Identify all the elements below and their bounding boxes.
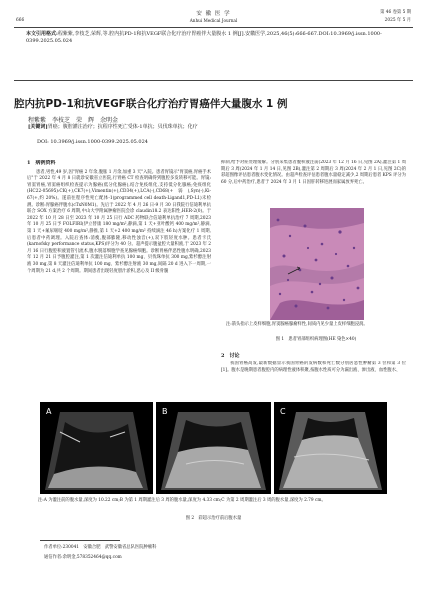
case-paragraph: 患者,男性,49 岁,因"胃癌 2 年余,腹胀 1 月余,加重 3 天"入院。患者胃镜示"胃窦癌,胃癌手术后"于 2022 年 4 月 8 日就诊安徽省立医院,行胃癌 CT 检查明确得到腹腔多发转移可能。胃镜:胃窦胃癌,胃窦癌组织检查提示为腺癌(低分化腺癌),结合免疫组化,支持低分化腺癌;免疫组化(HC22-05695):CK(+),CK7(+),Vimentin(+),CD34(+),LCA(-),CD68(+弱),Syn(-),Ki-67(+,约 20%)。遂前往程序性死亡配体-1(programmed cell death-Ligand1,PD-L1)未检测。诊断:胃腺癌伴腹水(cTxN0M1)。先后于 2022 年 4 月 26 日-9 月 30 日我院行信迪利单抗联合 SOX 方案治疗 6 周期,中山大学附属肿瘤医院会诊 claudin18.2 表达阳性,HER-2(0)。于 2022 年 10 月 28 日至 2023 年 10 月 25 日行 ADC 药物联合信迪利单抗治疗 7 周期,2023 年 10 月 25 日予 FOLFIRI(伊立替康 180 mg/m²,静滴,第 1 天+亚叶酸钙 400 mg/m²,静滴,第 1 天+氟尿嘧啶 400 mg/m²,静推,第 1 天+2 400 mg/m² 持续滴注 46 h)方案化疗 1 周期,后患者中药调理。入院后查体:消瘦,腹部膨隆,移动性浊音(+),双下肢轻度水肿。患者卡氏(karnofsky performance status,KPS)评分为 40 分。超声提示腹盆腔大量积液,于 2023 年 2 月 16 日行腹腔积液置管引流术,腹水脱落细胞学查见腺癌细胞。诊断胃癌伴恶性腹水明确,2023 年 12 月 21 日予腹腔灌注,第 1 次灌注信迪利单抗 100 mg、贝伐珠单抗 300 mg,紫杉醇注射液 30 mg,第 8 天灌注信迪利单抗 100 mg、紫杉醇注射液 30 mg,间隔 20 d 进入下一周期,一个周期为 21 d,共 2 个周期。期间患者出现轻度胆汁淤积,恶心及 II 级骨髓	[27, 169, 211, 274]
figure1-note: 注:箭头指示上皮样细胞,胃窦腺癌腺瘤样性,间质内见少量上皮样细胞浸润。	[226, 322, 368, 327]
ultrasound-panel-a	[40, 402, 153, 494]
ultrasound-image-a	[40, 402, 153, 494]
histology-texture	[270, 208, 364, 320]
figure2-caption: 图 2 彩超示治疗前后腹水量	[185, 516, 242, 521]
discussion-paragraph	[221, 361, 406, 401]
issue-date: 2025 年 5 月	[384, 18, 411, 23]
ultrasound-image-c	[274, 402, 387, 494]
citation-text: 程紫紫,李枝芝,荣辉,等.腔内抗PD-1和抗VEGF联合化疗治疗胃癌伴大量腹水 1 例[J].安徽医学,2025,46(5):666-667.DOI:10.3969/j.issn.1000-0399.2025.05.024	[26, 31, 382, 44]
figure2-note: 注:A 为灌注前的腹水量,深度为 10.22 cm;B 为第 1 周期灌注后 3 周的腹水量,深度为 4.33 cm;C 为第 2 周期灌注后 3 周的腹水量,深度为 2.79 cm。	[38, 498, 326, 503]
ultrasound-panel-c	[274, 402, 387, 494]
figure1-caption: 图 1 患者胃部组织病理图(HE 染色×40)	[275, 337, 357, 342]
citation-rule	[14, 80, 413, 81]
keywords-block	[28, 124, 411, 131]
figure1-histology-image	[270, 208, 364, 320]
section-heading-discussion: 2 讨论	[221, 353, 240, 359]
journal-name-en: Anhui Medical Journal	[189, 18, 238, 23]
ultrasound-image-b	[156, 402, 271, 494]
section-heading-case: 1 病例资料	[27, 160, 56, 166]
citation-block	[26, 31, 411, 45]
keywords: 胃癌；腹腔灌注治疗；抗程序性死亡受体-1单抗；贝伐珠单抗；化疗	[47, 124, 198, 130]
page-number: 666	[16, 18, 25, 23]
issue-volume: 第 46 卷第 5 期	[380, 10, 411, 15]
footnote-rule	[40, 540, 120, 541]
doi: DOI: 10.3969/j.issn.1000-0399.2025.05.024	[37, 139, 148, 145]
panel-a-label: A	[46, 407, 52, 416]
article-title: 腔内抗PD-1和抗VEGF联合化疗治疗胃癌伴大量腹水 1 例	[14, 98, 288, 110]
author-affiliation: 作者单位:230041 安徽合肥 武警安徽省总队医院肿瘤科	[44, 545, 157, 550]
header-rule	[14, 27, 413, 28]
journal-name-cn: 安 徽 医 学	[196, 11, 231, 17]
keywords-label: [关键词]	[28, 124, 48, 130]
discussion-text: 我国胃癌高发,最新数据显示我国胃癌的发病数和死亡数分别居恶性肿瘤第 3 位和第 3 位[1]。腹水是晚期患者腹腔内的病理性液体积聚,按腹水性质可分为漏出液、渗出液、血性腹水、	[221, 361, 406, 373]
citation-lead: 本文引用格式:	[26, 31, 58, 37]
authors: 程紫紫 李枝芝 荣 辉 余明金	[28, 117, 119, 124]
case-paragraph-continued: 抑制,给予对症处理缓解。分别采集患者腹积液注前(2023 年 12 月 16 日,见图 2A),灌注第 1 周期后 3 周(2024 年 1 月 14 日,见图 2B),灌注第 2 周期后 3 周(2024 年 2 月 1 日,见图 2C)的彩超图像评估患者腹水变化情况。由超声检查评估患者腹水量稳定减少,2 周期后患者 KPS 评分为 60 分,后中药治疗,患者于 2024 年 3 月 1 日因肝转移进展而家属放弃死亡。	[221, 160, 406, 185]
panel-c-label: C	[280, 407, 286, 416]
panel-b-label: B	[162, 407, 168, 416]
correspondence: 通信作者:余明金,578352464@qq.com	[44, 555, 122, 560]
right-column-top	[221, 160, 406, 206]
ultrasound-panel-b	[156, 402, 271, 494]
